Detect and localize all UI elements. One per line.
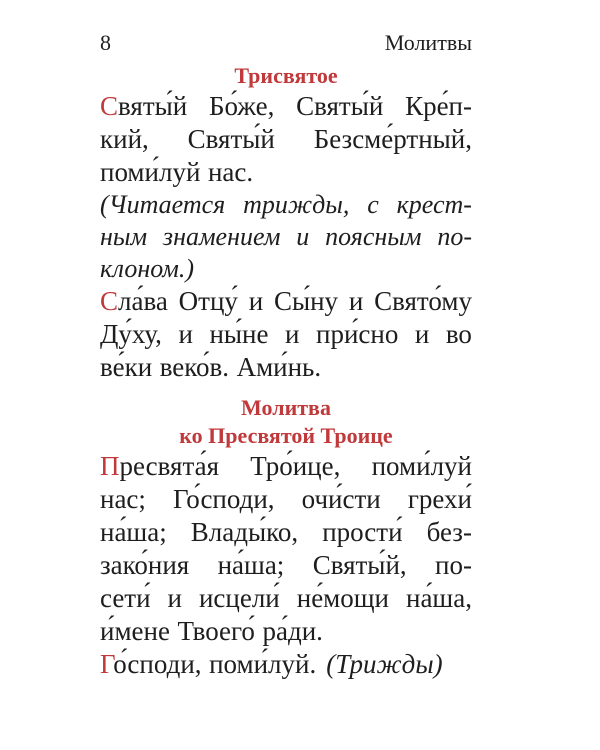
word: по- (435, 550, 472, 580)
section-heading-prayer-title: Молитва (241, 395, 331, 420)
word: Тро́ице, (250, 451, 341, 481)
word: нас; (100, 484, 146, 514)
text-line (100, 582, 472, 615)
word: Ду́ху, (100, 319, 162, 349)
text-line (100, 123, 472, 156)
word: прости́ (322, 517, 403, 547)
word: и (414, 319, 430, 349)
word: поми́луй. (209, 649, 317, 679)
drop-letter: П (100, 451, 120, 481)
word: и (167, 583, 182, 613)
drop-letter: С (100, 286, 119, 316)
word: ве́ки (100, 352, 153, 382)
word: Святы́й (187, 124, 275, 154)
rubric-inline: (Трижды) (326, 649, 443, 679)
word: Безсме́ртный, (313, 124, 472, 154)
word: Бо́же, (208, 91, 275, 121)
word: на́ша; (217, 550, 285, 580)
word: Влады́ко, (190, 517, 299, 547)
running-title: Молитвы (384, 30, 472, 55)
page-header (100, 30, 472, 58)
word: и (285, 319, 300, 349)
word: Сла́ва (100, 286, 168, 316)
word: нас. (207, 157, 254, 187)
word: и́мене (100, 616, 170, 646)
word: поми́луй (100, 157, 201, 187)
word: сети́ (100, 583, 151, 613)
word: ны́не (209, 319, 269, 349)
text-line (100, 318, 472, 351)
text-line (100, 516, 472, 549)
word: трижды, (243, 190, 350, 219)
word: веко́в. (159, 352, 230, 382)
word: поми́луй (371, 451, 472, 481)
word: и (348, 286, 364, 316)
text-line (100, 351, 472, 384)
word: Отцу́ (178, 286, 238, 316)
word: (Читается (100, 190, 226, 219)
word: Святы́й, (312, 550, 407, 580)
text-line (100, 90, 472, 123)
word: ным (100, 222, 148, 251)
word: крест- (396, 190, 472, 219)
drop-letter: С (100, 91, 119, 121)
word: Святы́й (100, 91, 188, 121)
word: без- (426, 517, 472, 547)
word: и (296, 222, 310, 251)
word: очи́сти (301, 484, 381, 514)
word: грехи́ (407, 484, 472, 514)
page-content (100, 62, 472, 681)
section-heading-trisagion: Трисвятое (234, 63, 338, 88)
word: поясным (325, 222, 422, 251)
text-line (100, 483, 472, 516)
word: на́ша, (406, 583, 472, 613)
word: Пресвята́я (100, 451, 219, 481)
word: Го́споди, (173, 484, 275, 514)
word: ра́ди. (262, 616, 323, 646)
word: и (178, 319, 193, 349)
rubric-line (100, 189, 472, 221)
rubric-line (100, 253, 472, 285)
word: знамением (162, 222, 281, 251)
word: и (248, 286, 264, 316)
page-number: 8 (100, 30, 111, 55)
word: исцели́ (198, 583, 280, 613)
word: Го́споди, (100, 649, 202, 679)
rubric-line (100, 221, 472, 253)
word: зако́ния (100, 550, 190, 580)
word: Сы́ну (273, 286, 339, 316)
word: Ами́нь. (236, 352, 322, 382)
text-line (100, 615, 472, 648)
word: не́мощи (296, 583, 390, 613)
word: с (367, 190, 379, 219)
word: кий, (100, 124, 149, 154)
word: Свято́му (374, 286, 472, 316)
word: во (445, 319, 472, 349)
section-heading-prayer-subtitle: ко Пресвятой Троице (179, 423, 393, 448)
word: Твоего́ (177, 616, 255, 646)
text-line (100, 450, 472, 483)
text-line (100, 549, 472, 582)
text-line (100, 285, 472, 318)
word: клоном.) (100, 254, 194, 283)
text-line (100, 648, 472, 681)
text-line (100, 156, 472, 189)
word: по- (437, 222, 472, 251)
word: Кре́п- (405, 91, 472, 121)
drop-letter: Г (100, 649, 114, 679)
word: на́ша; (100, 517, 167, 547)
word: Святы́й (296, 91, 384, 121)
word: при́сно (316, 319, 399, 349)
